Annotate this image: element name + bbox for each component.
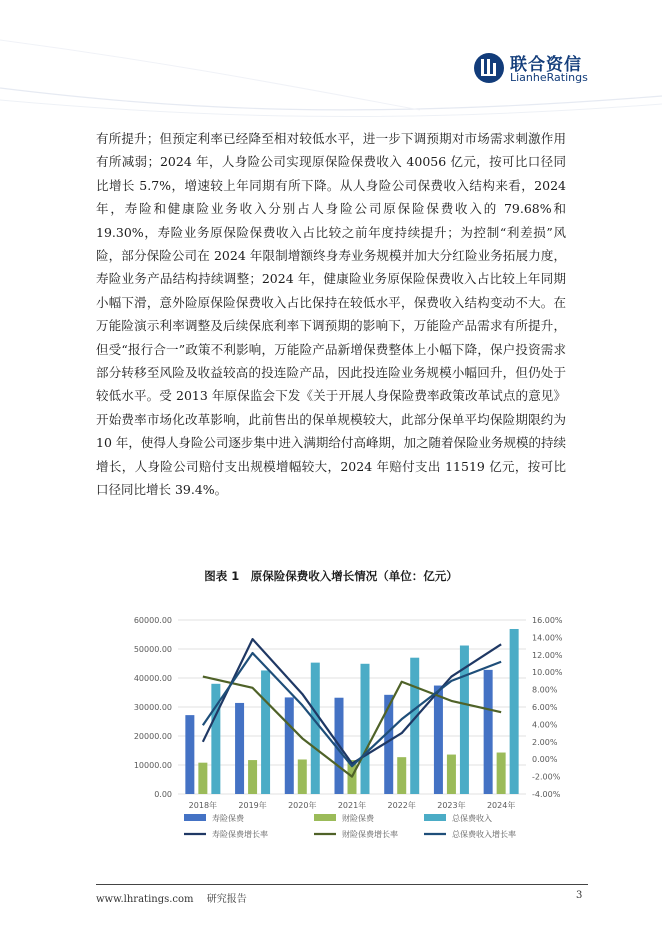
y-left-tick-label: 20000.00	[133, 732, 172, 741]
y-right-tick-label: 12.00%	[532, 650, 563, 660]
y-left-tick-label: 30000.00	[133, 703, 172, 712]
lianhe-logo-icon	[473, 52, 505, 84]
x-tick-label: 2021年	[337, 801, 367, 810]
bar-total	[361, 664, 370, 794]
y-left-tick-label: 40000.00	[133, 674, 172, 683]
x-tick-label: 2018年	[188, 801, 218, 810]
y-right-tick-label: 8.00%	[532, 685, 558, 695]
bar-life	[285, 697, 294, 794]
footer-divider	[96, 884, 588, 885]
bar-total	[410, 658, 419, 794]
bar-property	[447, 755, 456, 794]
legend-swatch	[424, 814, 446, 821]
footer-report-type: 研究报告	[206, 894, 247, 905]
bar-total	[261, 670, 270, 794]
legend-label: 财险保费	[342, 814, 374, 823]
company-logo	[473, 50, 623, 90]
y-right-tick-label: 16.00%	[532, 616, 563, 625]
bar-property	[497, 753, 506, 794]
x-tick-label: 2023年	[437, 801, 466, 810]
bar-life	[384, 695, 393, 794]
y-right-tick-label: 6.00%	[532, 703, 558, 712]
x-tick-label: 2022年	[387, 801, 416, 810]
y-right-tick-label: 4.00%	[532, 720, 558, 730]
footer-left	[96, 890, 257, 905]
y-left-tick-label: 10000.00	[133, 761, 172, 770]
figure-title: 图表 1 原保险保费收入增长情况（单位：亿元）	[204, 569, 458, 583]
bar-life	[434, 686, 443, 794]
y-right-tick-label: 2.00%	[532, 737, 558, 747]
y-right-tick-label: 0.00%	[532, 755, 558, 765]
y-right-tick-label: -4.00%	[532, 790, 561, 799]
legend-label: 总保费收入	[452, 814, 492, 823]
bar-total	[311, 663, 320, 794]
y-left-tick-label: 0.00	[154, 790, 172, 799]
line-total-growth	[203, 653, 501, 766]
x-tick-label: 2019年	[238, 801, 267, 810]
footer-website[interactable]: www.lhratings.com	[96, 894, 194, 905]
bar-life	[484, 670, 493, 794]
legend-label: 总保费收入增长率	[452, 830, 516, 839]
bar-property	[198, 763, 207, 794]
body-paragraph: 有所提升；但预定利率已经降至相对较低水平，进一步下调预期对市场需求刺激作用有所减弱；2024 年，人身险公司实现原保险保费收入 40056 亿元，按可比口径同比增长 5.7%，增速较上年同期有所下降。从人身险公司保费收入结构来看，2024 年，寿险和健康险业务收入分别占人身险公司原保险保费收入的 79.68%和 19.30%，寿险业务原保险保费收入占比较之前年度持续提升；为控制“利差损”风险，部分保险公司在 2024 年限制增额终身寿业务规模并加大分红险业务拓展力度，寿险业务产品结构持续调整；2024 年，健康险业务原保险保费收入占比较上年同期小幅下滑，意外险原保险保费收入占比保持在较低水平，保费收入结构变动不大。在万能险演示利率调整及后续保底利率下调预期的影响下，万能险产品需求有所提升，但受“报行合一”政策不利影响，万能险产品新增保费整体上小幅下降，保户投资需求部分转移至风险及收益较高的投连险产品，因此投连险业务规模小幅回升，但仍处于较低水平。受 2013 年原保监会下发《关于开展人身保险费率政策改革试点的意见》开始费率市场化改革影响，此前售出的保单规模较大，此部分保单平均保险期限约为 10 年，使得人身险公司逐步集中进入满期给付高峰期，加之随着保险业务规模的持续增长，人身险公司赔付支出规模增幅较大，2024 年赔付支出 11519 亿元，按可比口径同比增长 39.4%。	[96, 131, 566, 498]
legend-label: 寿险保费	[212, 814, 244, 823]
bar-property	[397, 757, 406, 794]
bar-property	[298, 759, 307, 794]
legend-label: 财险保费增长率	[342, 830, 398, 839]
legend-swatch	[184, 814, 206, 821]
x-tick-label: 2024年	[486, 801, 516, 810]
y-left-tick-label: 50000.00	[133, 645, 172, 654]
legend-swatch	[314, 814, 336, 821]
y-right-tick-label: 10.00%	[532, 668, 563, 678]
x-tick-label: 2020年	[288, 801, 317, 810]
y-left-tick-label: 60000.00	[133, 616, 172, 625]
bar-life	[185, 715, 194, 794]
bar-life	[235, 703, 244, 794]
bar-total	[510, 629, 519, 794]
chart-svg	[96, 598, 590, 854]
logo-english-name: LianheRatings	[510, 71, 588, 84]
page-number: 3	[576, 890, 583, 901]
logo-chinese-name: 联合资信	[510, 55, 582, 75]
y-right-tick-label: -2.00%	[532, 772, 561, 782]
y-right-tick-label: 14.00%	[532, 633, 563, 643]
legend-label: 寿险保费增长率	[212, 830, 268, 839]
premium-growth-chart	[96, 598, 590, 854]
bar-property	[248, 760, 257, 794]
